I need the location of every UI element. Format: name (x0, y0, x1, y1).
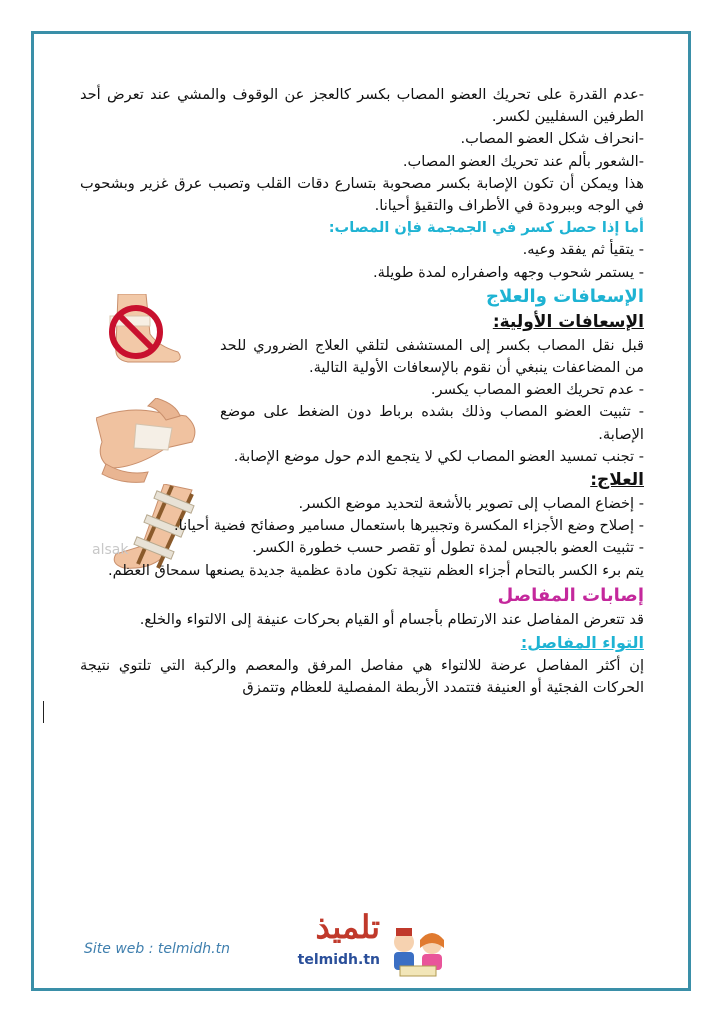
first-aid-item-3: - تجنب تمسيد العضو المصاب لكي لا يتجمع الدم حول موضع الإصابة. (233, 447, 644, 465)
skull-item-1: - يتقيأ ثم يفقد وعيه. (522, 241, 644, 259)
symptom-note: هذا ويمكن أن تكون الإصابة بكسر مصحوبة بتسارع دقات القلب وتصبب عرق غزير وبشحوب في الوجه وببرودة في الأطراف والتقيؤ أحيانا. (80, 174, 644, 215)
joints-text: قد تتعرض المفاصل عند الارتطام بأجسام أو القيام بحركات عنيفة إلى الالتواء والخلع. (139, 610, 644, 628)
sprain-text: إن أكثر المفاصل عرضة للالتواء هي مفاصل المرفق والمعصم والركبة التي تلتوي نتيجة الحركات الفجئية أو العنيفة فتتمدد الأربطة المفصلية للعظام وتتمزق (80, 657, 644, 697)
first-aid-section (220, 284, 644, 468)
skull-item-2: - يستمر شحوب وجهه واصفراره لمدة طويلة. (373, 263, 644, 281)
kids-reading-icon (386, 926, 450, 980)
first-aid-subtitle: الإسعافات الأولية: (492, 311, 644, 332)
symptom-3: -الشعور بألم عند تحريك العضو المصاب. (402, 152, 644, 170)
first-aid-title: الإسعافات والعلاج (485, 285, 644, 307)
skull-heading: أما إذا حصل كسر في الجمجمة فإن المصاب: (328, 219, 644, 237)
first-aid-item-1: - عدم تحريك العضو المصاب يكسر. (430, 381, 644, 399)
first-aid-intro: قبل نقل المصاب بكسر إلى المستشفى لتلقي العلاج الضروري للحد من المضاعفات ينبغي أن نقوم بالإسعافات الأولية التالية. (220, 336, 644, 377)
text-cursor (43, 701, 44, 723)
symptom-1: -عدم القدرة على تحريك العضو المصاب بكسر كالعجز عن الوقوف والمشي عند تعرض أحد الطرفين السفليين لكسر. (80, 86, 644, 126)
logo-latin-text: telmidh.tn (297, 952, 380, 968)
telmidh-logo (290, 908, 450, 982)
symptom-2: -انحراف شكل العضو المصاب. (460, 130, 644, 148)
logo-arabic-text: تلميذ (315, 908, 380, 946)
sprain-heading: التواء المفاصل: (520, 633, 644, 653)
treatment-item-1: - إخضاع المصاب إلى تصوير بالأشعة لتحديد موضع الكسر. (298, 495, 644, 513)
treatment-item-2: - إصلاح وضع الأجزاء المكسرة وتجبيرها باستعمال مسامير وصفائح فضية أحيانا. (174, 517, 644, 535)
watermark: alsak (92, 542, 129, 558)
joints-heading: إصابات المفاصل (497, 584, 644, 606)
document-body (80, 84, 644, 699)
treatment-heading: العلاج: (590, 470, 644, 491)
healing-note: يتم برء الكسر بالتحام أجزاء العظم نتيجة تكون مادة عظمية جديدة يصنعها سمحاق العظم. (108, 561, 644, 579)
treatment-item-3: - تثبيت العضو بالجبس لمدة تطول أو تقصر حسب خطورة الكسر. (252, 539, 644, 557)
first-aid-item-2: - تثبيت العضو المصاب وذلك بشده برباط دون الضغط على موضع الإصابة. (220, 403, 644, 443)
site-url: Site web : telmidh.tn (84, 941, 230, 957)
